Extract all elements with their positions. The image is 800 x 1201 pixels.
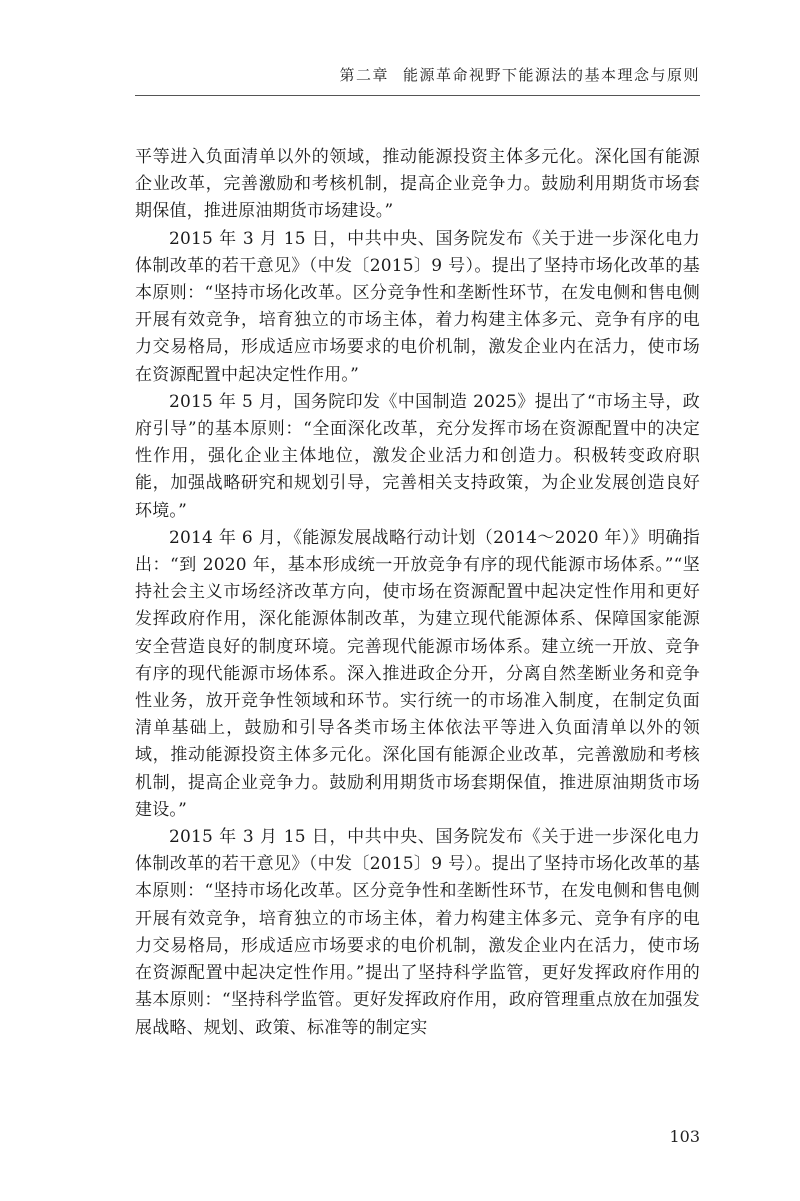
- paragraph: 2014 年 6 月，《能源发展战略行动计划（2014～2020 年）》明确指出：“到 2020 年，基本形成统一开放竞争有序的现代能源市场体系。”“坚持社会主义市场经济改革方向，使市场在资源配置中起决定性作用和更好发挥政府作用，深化能源体制改革，为建立现代能源体系、保障国家能源安全营造良好的制度环境。完善现代能源市场体系。建立统一开放、竞争有序的现代能源市场体系。深入推进政企分开，分离自然垄断业务和竞争性业务，放开竞争性领域和环节。实行统一的市场准入制度，在制定负面清单基础上，鼓励和引导各类市场主体依法平等进入负面清单以外的领域，推动能源投资主体多元化。深化国有能源企业改革，完善激励和考核机制，提高企业竞争力。鼓励利用期货市场套期保值，推进原油期货市场建设。”: [135, 527, 700, 820]
- paragraph: 2015 年 3 月 15 日，中共中央、国务院发布《关于进一步深化电力体制改革的若干意见》（中发〔2015〕9 号）。提出了坚持市场化改革的基本原则：“坚持市场化改革。区分竞争性和垄断性环节，在发电侧和售电侧开展有效竞争，培育独立的市场主体，着力构建主体多元、竞争有序的电力交易格局，形成适应市场要求的电价机制，激发企业内在活力，使市场在资源配置中起决定性作用。”: [135, 228, 700, 385]
- chapter-label: 第二章: [339, 66, 389, 84]
- header-rule: [135, 95, 700, 96]
- paragraph: 2015 年 3 月 15 日，中共中央、国务院发布《关于进一步深化电力体制改革的若干意见》（中发〔2015〕9 号）。提出了坚持市场化改革的基本原则：“坚持市场化改革。区分竞争性和垄断性环节，在发电侧和售电侧开展有效竞争，培育独立的市场主体，着力构建主体多元、竞争有序的电力交易格局，形成适应市场要求的电价机制，激发企业内在活力，使市场在资源配置中起决定性作用。”提出了坚持科学监管，更好发挥政府作用的基本原则：“坚持科学监管。更好发挥政府作用，政府管理重点放在加强发展战略、规划、政策、标准等的制定实: [135, 827, 700, 1038]
- page-body: [135, 144, 700, 1042]
- chapter-title: 能源革命视野下能源法的基本理念与原则: [402, 66, 700, 84]
- page-number: 103: [669, 1127, 700, 1146]
- paragraph: 2015 年 5 月，国务院印发《中国制造 2025》提出了“市场主导，政府引导”的基本原则：“全面深化改革，充分发挥市场在资源配置中的决定性作用，强化企业主体地位，激发企业活力和创造力。积极转变政府职能，加强战略研究和规划引导，完善相关支持政策，为企业发展创造良好环境。”: [135, 391, 700, 521]
- running-header: [339, 64, 700, 85]
- paragraph-continuation: 平等进入负面清单以外的领域，推动能源投资主体多元化。深化国有能源企业改革，完善激励和考核机制，提高企业竞争力。鼓励利用期货市场套期保值，推进原油期货市场建设。”: [135, 147, 700, 222]
